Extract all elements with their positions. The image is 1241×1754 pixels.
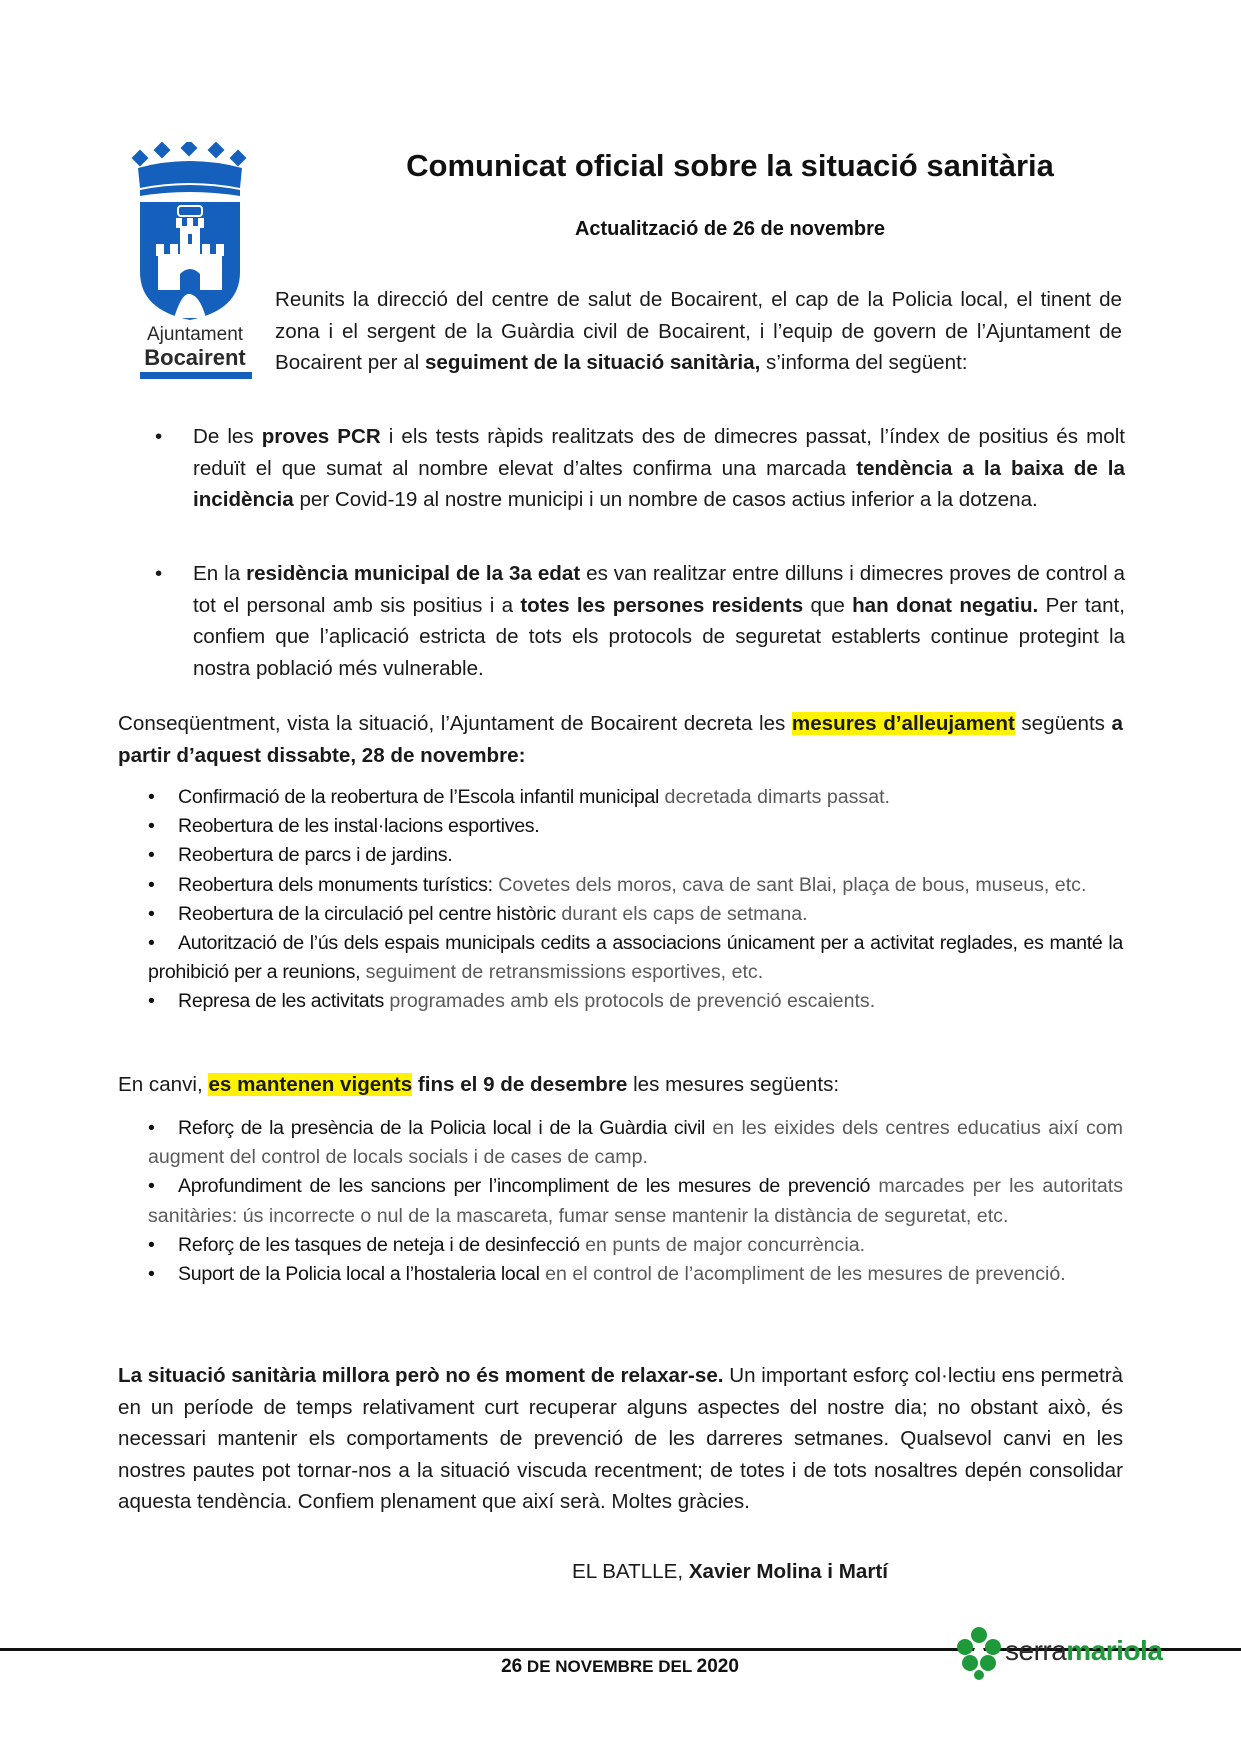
item-main: Reobertura dels monuments turístics: (178, 873, 493, 896)
paragraph-text: les mesures següents: (627, 1073, 840, 1096)
bullet-bold: proves PCR (261, 425, 381, 448)
highlighted-text: es mantenen vigents (208, 1073, 413, 1096)
item-detail: programades amb els protocols de prevenció escaients. (383, 990, 876, 1013)
status-bullet-list (145, 421, 1125, 516)
intro-text-end: s’informa del següent: (760, 351, 968, 374)
bullet-text: que (803, 593, 853, 617)
bold-text: fins el 9 de desembre (412, 1073, 628, 1096)
intro-text: Reunits la direcció del centre de salut de Bocairent, el cap de la Policia local, el tinent de zona i el sergent de la Guàrdia civil de Bocairent, i l’equip de govern de l’Ajuntament de Bocairent per al (275, 288, 1122, 374)
brand-name (1005, 1635, 1162, 1667)
bullet-dot-icon: • (148, 1117, 155, 1139)
item-detail: marcades per les autoritats sanitàries: ús incorrecte o nul de la mascareta, fumar sense mantenir la distància de seguretat, etc. (148, 1175, 1123, 1227)
list-item (148, 929, 1123, 987)
coat-of-arms-icon (130, 142, 260, 322)
list-item (148, 812, 1123, 841)
bullet-dot-icon: • (148, 1175, 155, 1198)
bullet-text: es van realitzar entre dilluns i dimecres proves de control a tot el personal amb sis positius i a (193, 562, 1125, 617)
flower-icon (955, 1625, 1003, 1681)
item-detail: decretada dimarts passat. (659, 786, 890, 808)
bullet-dot-icon: • (148, 1263, 155, 1286)
brand-part-a: serra (1005, 1635, 1067, 1666)
bullet-dot-icon: • (148, 1233, 155, 1256)
page-subtitle: Actualització de 26 de novembre (574, 218, 886, 240)
relief-measures-intro (118, 708, 1123, 771)
logo-underline (140, 372, 252, 379)
list-item (148, 1172, 1123, 1230)
item-main: Reobertura de parcs i de jardins. (178, 844, 453, 867)
list-item (148, 987, 1123, 1016)
footer-day: 26 (501, 1656, 523, 1677)
list-item (148, 871, 1123, 900)
item-main: Represa de les activitats (178, 990, 384, 1013)
list-item (148, 1231, 1123, 1260)
bullet-bold: tendència a la baixa de la incidència (193, 456, 1125, 511)
intro-paragraph (275, 284, 1122, 379)
kept-measures-intro (118, 1069, 1123, 1101)
ajuntament-logo (130, 142, 260, 382)
footer-month: DE NOVEMBRE DEL (522, 1657, 697, 1676)
list-item (148, 900, 1123, 929)
item-main: Confirmació de la reobertura de l’Escola infantil municipal (178, 786, 660, 808)
bullet-text: Per tant, confiem que l’aplicació estricta de tots els protocols de seguretat establerts continue protegint la nostra població més vulnerable. (193, 593, 1125, 680)
closing-paragraph (118, 1360, 1123, 1518)
item-main: Reforç de les tasques de neteja i de desinfecció (178, 1233, 580, 1256)
item-detail: durant els caps de setmana. (555, 902, 808, 925)
bullet-dot-icon: • (148, 990, 155, 1013)
paragraph-text: Conseqüentment, vista la situació, l’Ajuntament de Bocairent decreta les (118, 712, 792, 735)
item-detail: en les eixides dels centres educatius així com augment del control de locals socials i de cases de camp. (148, 1117, 1124, 1169)
item-detail: en el control de l’acompliment de les mesures de prevenció. (539, 1263, 1066, 1286)
bullet-dot-icon: • (148, 786, 155, 808)
item-main: Aprofundiment de les sancions per l’incompliment de les mesures de prevenció (178, 1175, 871, 1198)
bullet-dot-icon: • (148, 815, 155, 838)
paragraph-text: En canvi, (118, 1073, 209, 1096)
footer-year: 2020 (696, 1656, 739, 1677)
bullet-bold: totes les persones residents (520, 593, 804, 617)
kept-measures-list (148, 1114, 1123, 1289)
item-main: Autorització de l’ús dels espais municipals cedits a associacions únicament per a activitat reglades, es manté la prohibició per a reunions, (148, 932, 1123, 984)
page-title: Comunicat oficial sobre la situació sanitària (406, 148, 1054, 183)
bullet-dot-icon: • (148, 932, 155, 955)
signature-role: EL BATLLE, (572, 1560, 689, 1583)
paragraph-text: Un important esforç col·lectiu ens permetrà en un període de temps relativament curt recuperar alguns aspectes del nostre dia; no obstant això, és necessari mantenir els comportaments de prevenció de les darreres setmanes. Qualsevol canvi en les nostres pautes pot tornar-nos a la situació viscuda recentment; de totes i de tots nosaltres depén consolidar aquesta tendència. Confiem plenament que així serà. Moltes gràcies. (118, 1364, 1123, 1513)
bullet-bold: han donat negatiu. (852, 593, 1039, 617)
serramariola-logo (955, 1625, 1163, 1681)
item-main: Reobertura de la circulació pel centre històric (178, 902, 556, 925)
bullet-dot-icon: • (155, 425, 163, 448)
highlighted-text: mesures d’alleujament (791, 712, 1015, 735)
bullet-text: En la (193, 562, 247, 585)
bullet-text: i els tests ràpids realitzats des de dimecres passat, l’índex de positius és molt reduït el que sumat al nombre elevat d’altes confirma una marcada (193, 425, 1125, 480)
bullet-dot-icon: • (148, 844, 155, 867)
status-bullet-list-2 (145, 558, 1125, 684)
paragraph-text: següents (1014, 712, 1112, 735)
bold-text: a partir d’aquest dissabte, 28 de novembre: (118, 712, 1124, 767)
logo-line-bocairent: Bocairent (144, 345, 246, 370)
bullet-dot-icon: • (148, 902, 155, 925)
brand-part-b: mariola (1066, 1635, 1163, 1666)
footer-date (420, 1656, 820, 1678)
bold-text: La situació sanitària millora però no és moment de relaxar-se. (118, 1364, 724, 1387)
item-main: Suport de la Policia local a l’hostaleria local (178, 1263, 540, 1286)
bullet-residencia (145, 558, 1125, 684)
item-detail: Covetes dels moros, cava de sant Blai, plaça de bous, museus, etc. (492, 873, 1087, 896)
list-item (148, 1114, 1123, 1172)
item-main: Reforç de la presència de la Policia local i de la Guàrdia civil (178, 1117, 706, 1139)
bullet-dot-icon: • (148, 873, 155, 896)
logo-line-ajuntament: Ajuntament (146, 324, 244, 345)
bullet-text: per Covid-19 al nostre municipi i un nombre de casos actius inferior a la dotzena. (293, 488, 1038, 511)
bullet-bold: residència municipal de la 3a edat (246, 562, 581, 585)
list-item (148, 841, 1123, 870)
item-main: Reobertura de les instal·lacions esportives. (178, 815, 540, 838)
list-item (148, 1260, 1123, 1289)
signature (270, 1560, 1190, 1584)
bullet-dot-icon: • (155, 562, 163, 585)
signature-name: Xavier Molina i Martí (688, 1560, 888, 1583)
intro-bold: seguiment de la situació sanitària, (424, 351, 761, 374)
relief-measures-list (148, 783, 1123, 1017)
list-item (148, 783, 1123, 812)
bullet-text: De les (193, 425, 262, 448)
item-detail: en punts de major concurrència. (579, 1233, 866, 1256)
bullet-pcr (145, 421, 1125, 516)
item-detail: seguiment de retransmissions esportives, etc. (360, 961, 764, 984)
